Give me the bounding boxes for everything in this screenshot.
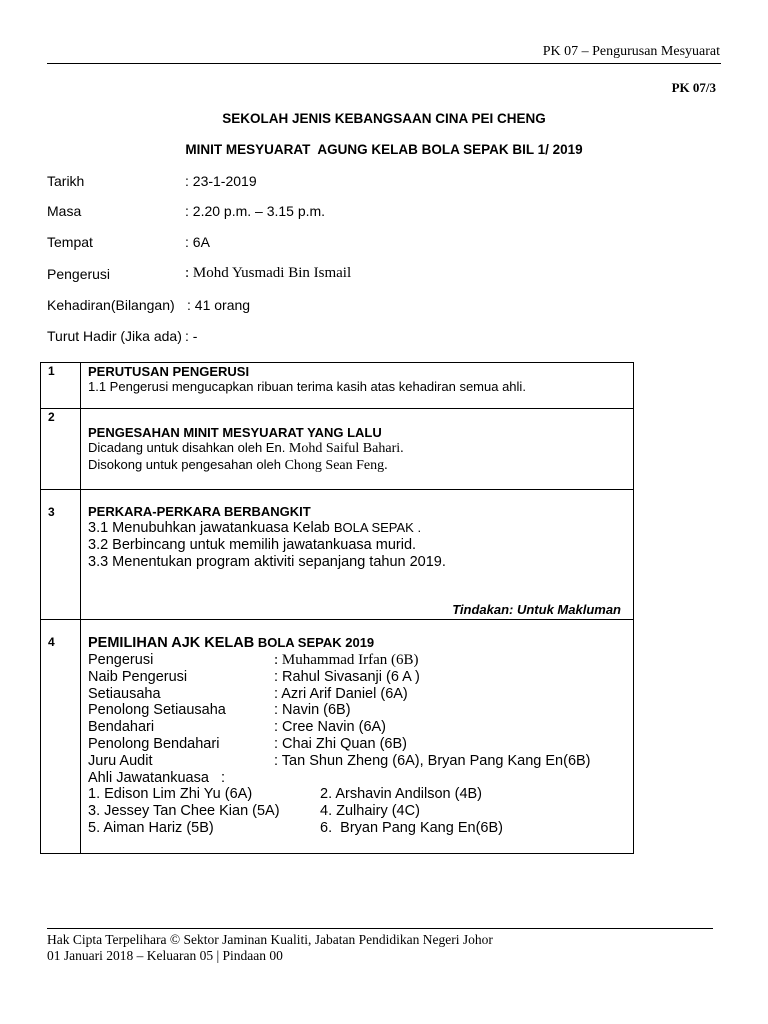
agenda-table: [40, 362, 634, 854]
header-title: PK 07 – Pengurusan Mesyuarat: [542, 44, 720, 59]
item-number: 2: [41, 409, 81, 490]
agenda-row-4: [41, 620, 634, 854]
item-body: [81, 620, 634, 854]
role-label: Setiausaha: [88, 685, 161, 702]
role-holder: : Muhammad Irfan (6B): [274, 652, 419, 668]
section-title-club: BOLA SEPAK 2019: [254, 635, 375, 650]
item-number: [41, 620, 81, 854]
role-holder: : Navin (6B): [274, 702, 351, 719]
section-line: [88, 457, 625, 474]
item-number: [41, 490, 81, 620]
section-title: PERKARA-PERKARA BERBANGKIT: [88, 504, 311, 519]
section-line: 3.3 Menentukan program aktiviti sepanjang tahun 2019.: [88, 554, 446, 570]
role-holder: : Rahul Sivasanji (6 A ): [274, 668, 420, 685]
line-prefix: Disokong untuk pengesahan oleh: [88, 457, 285, 472]
meta-label-place: Tempat: [47, 234, 93, 250]
meta-label-time: Masa: [47, 203, 82, 219]
club-name: BOLA SEPAK .: [333, 520, 422, 535]
meta-label-also-present: Turut Hadir (Jika ada): [47, 328, 182, 344]
role-label: Penolong Setiausaha: [88, 702, 226, 719]
agenda-row-1: [41, 363, 634, 409]
agenda-row-3: [41, 490, 634, 620]
minutes-title: MINIT MESYUARAT AGUNG KELAB BOLA SEPAK BIL 1/ 2019: [185, 142, 583, 157]
item-number: 1: [41, 363, 81, 409]
item-number-text: 4: [48, 635, 55, 649]
role-holder: : Azri Arif Daniel (6A): [274, 685, 408, 702]
meta-value-date: : 23-1-2019: [185, 173, 257, 189]
footer-revision: 01 Januari 2018 – Keluaran 05 | Pindaan 00: [47, 948, 283, 963]
section-line: 3.2 Berbincang untuk memilih jawatankuasa murid.: [88, 537, 417, 553]
role-holder: : Cree Navin (6A): [274, 719, 387, 736]
header-divider: [47, 63, 721, 64]
proposer-name: Mohd Saiful Bahari.: [288, 441, 404, 456]
section-title: [88, 634, 625, 652]
section-title: PENGESAHAN MINIT MESYUARAT YANG LALU: [88, 425, 382, 440]
item-number-text: 3: [48, 505, 55, 519]
role-holder: : Tan Shun Zheng (6A), Bryan Pang Kang En(6B): [274, 752, 591, 769]
line-text: 3.1 Menubuhkan jawatankuasa Kelab: [88, 520, 334, 536]
footer-copyright: Hak Cipta Terpelihara © Sektor Jaminan Kualiti, Jabatan Pendidikan Negeri Johor: [47, 932, 493, 947]
item-body: [81, 363, 634, 409]
document-code: PK 07/3: [671, 80, 716, 95]
committee-row: [88, 736, 625, 753]
agenda-row-2: [41, 409, 634, 490]
meta-value-chair: : Mohd Yusmadi Bin Ismail: [185, 265, 352, 281]
line-prefix: Dicadang untuk disahkan oleh En.: [88, 440, 289, 455]
meta-value-also-present: : -: [185, 328, 198, 344]
role-holder: : Chai Zhi Quan (6B): [274, 735, 407, 752]
role-label: Penolong Bendahari: [88, 735, 220, 752]
role-label: Bendahari: [88, 719, 155, 736]
member-item: 4. Zulhairy (4C): [320, 803, 420, 820]
committee-row: [88, 702, 625, 719]
meta-label-date: Tarikh: [47, 173, 85, 189]
section-title: PERUTUSAN PENGERUSI: [88, 364, 250, 379]
meta-label-attendance: Kehadiran(Bilangan): [47, 297, 175, 313]
member-item: 6. Bryan Pang Kang En(6B): [320, 820, 503, 837]
footer-divider: [47, 928, 713, 929]
role-label: Naib Pengerusi: [88, 668, 188, 685]
committee-row: [88, 753, 625, 770]
committee-row: [88, 719, 625, 736]
member-item: 5. Aiman Hariz (5B): [88, 820, 214, 837]
section-line: 1.1 Pengerusi mengucapkan ribuan terima kasih atas kehadiran semua ahli.: [88, 379, 526, 394]
section-line: [88, 519, 625, 537]
member-item: 3. Jessey Tan Chee Kian (5A): [88, 803, 280, 820]
meta-value-place: : 6A: [185, 234, 210, 250]
school-name: SEKOLAH JENIS KEBANGSAAN CINA PEI CHENG: [222, 111, 546, 126]
meta-value-time: : 2.20 p.m. – 3.15 p.m.: [185, 203, 326, 219]
role-label: Juru Audit: [88, 752, 153, 769]
item-body: [81, 490, 634, 620]
committee-row: [88, 686, 625, 703]
meta-value-attendance: : 41 orang: [187, 297, 251, 313]
meta-label-chair: Pengerusi: [47, 266, 111, 282]
members-list: [88, 786, 625, 837]
committee-row: [88, 669, 625, 686]
member-item: 2. Arshavin Andilson (4B): [320, 786, 483, 803]
role-label: Pengerusi: [88, 652, 154, 668]
members-label: Ahli Jawatankuasa :: [88, 769, 226, 786]
section-title-main: PEMILIHAN AJK KELAB: [88, 635, 255, 651]
item-body: [81, 409, 634, 490]
action-note: Tindakan: Untuk Makluman: [452, 602, 621, 617]
section-line: [88, 440, 625, 457]
committee-row: [88, 652, 625, 669]
seconder-name: Chong Sean Feng.: [284, 458, 388, 473]
member-item: 1. Edison Lim Zhi Yu (6A): [88, 786, 253, 803]
